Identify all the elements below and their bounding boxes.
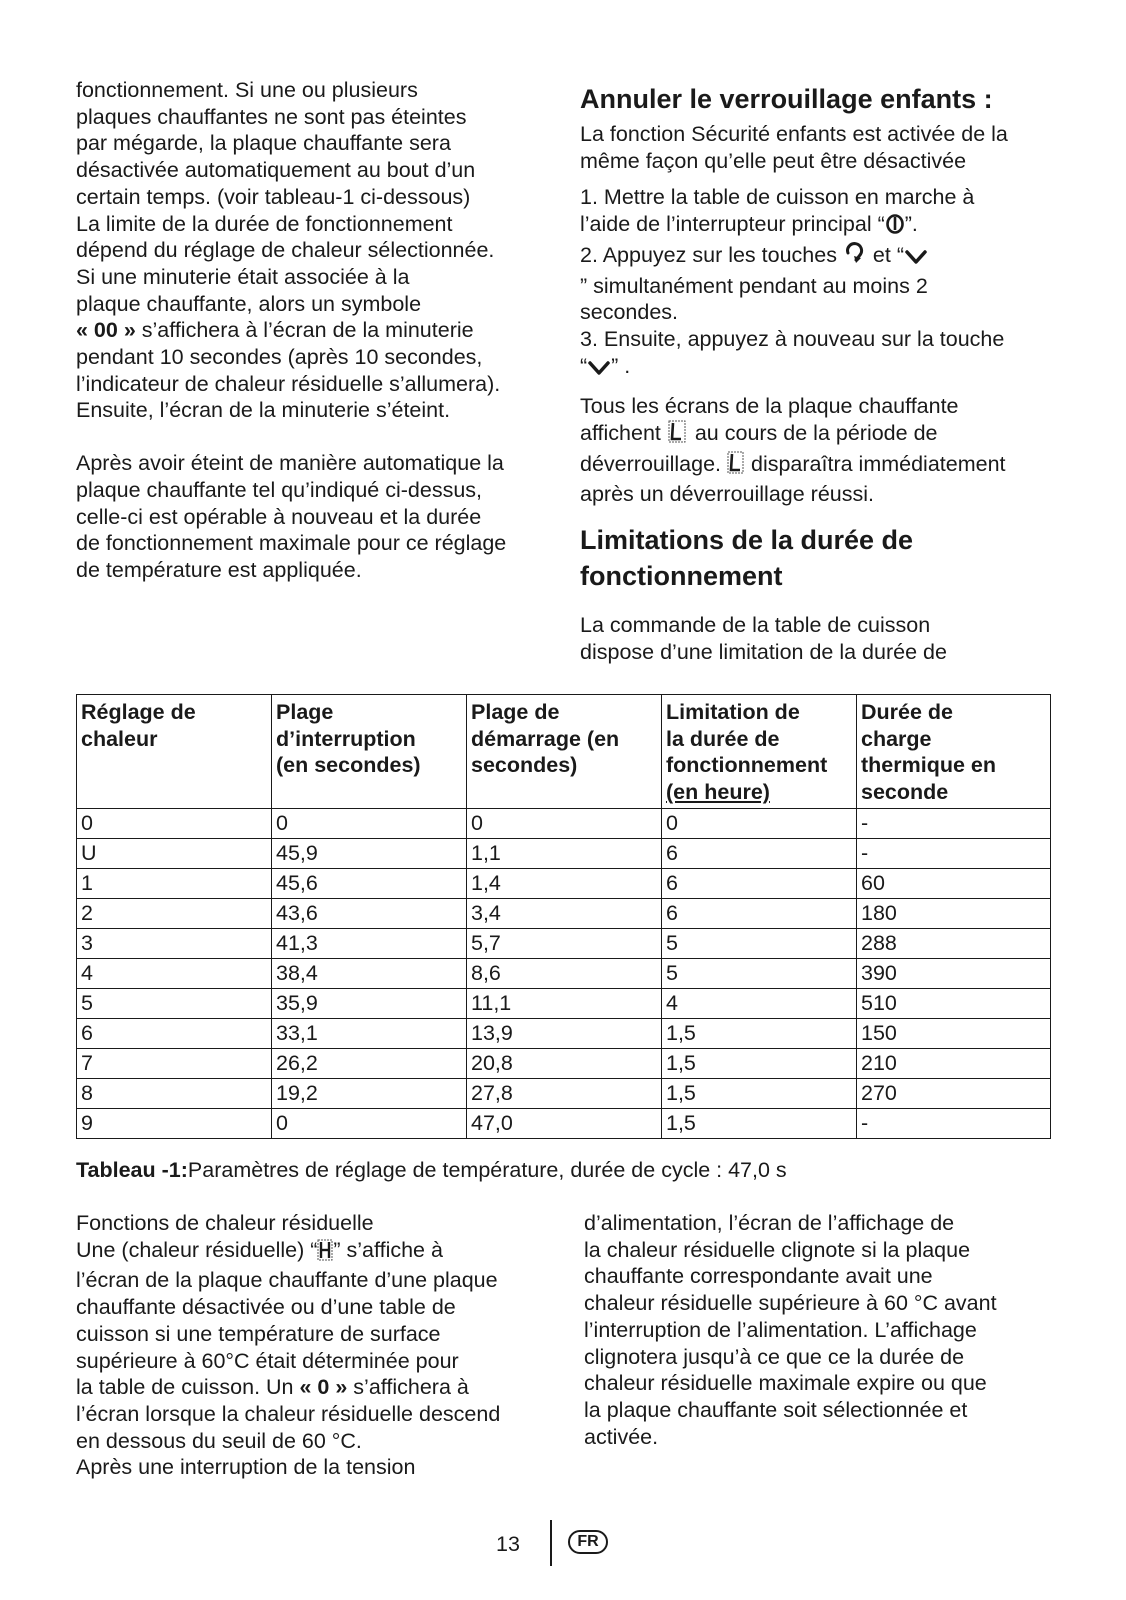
text-line: celle-ci est opérable à nouveau et la durée: [76, 504, 482, 529]
step-2-line: ” simultanément pendant au moins 2: [580, 273, 928, 298]
text-fragment: la table de cuisson. Un: [76, 1375, 300, 1400]
header-line: Plage de: [471, 700, 560, 724]
table-header-row: [77, 695, 1051, 809]
table-cell: 0: [662, 808, 857, 838]
step-2-line: [580, 242, 1050, 273]
table-row: [77, 1078, 1051, 1108]
footer-divider: [550, 1520, 552, 1566]
step-1-line: [580, 211, 1050, 242]
table-cell: 33,1: [272, 1018, 467, 1048]
right-top-column: [580, 77, 1050, 666]
table-cell: 6: [77, 1018, 272, 1048]
header-line: Plage: [276, 700, 334, 724]
text-line: Après une interruption de la tension: [76, 1455, 416, 1480]
table-cell: 0: [77, 808, 272, 838]
table-cell: 26,2: [272, 1048, 467, 1078]
text-line: Tous les écrans de la plaque chauffante: [580, 394, 959, 419]
table-cell: 1,5: [662, 1048, 857, 1078]
table-cell: 3: [77, 928, 272, 958]
text-fragment: l’aide de l’interrupteur principal “: [580, 212, 885, 237]
table-cell: 2: [77, 898, 272, 928]
timer-symbol-00: « 00 »: [76, 318, 136, 343]
table-cell: 1: [77, 868, 272, 898]
paragraph-gap: [580, 383, 1050, 393]
text-fragment: Une (chaleur résiduelle) “: [76, 1237, 318, 1262]
header-line: chaleur: [81, 726, 158, 751]
text-line: Après avoir éteint de manière automatique la: [76, 451, 504, 476]
step-1-line: 1. Mettre la table de cuisson en marche à: [580, 185, 975, 210]
text-line: de fonctionnement maximale pour ce réglage: [76, 531, 507, 556]
text-line: pendant 10 secondes (après 10 secondes,: [76, 345, 483, 370]
text-line: de température est appliquée.: [76, 557, 362, 582]
text-line: [76, 1374, 556, 1401]
table-cell: 150: [857, 1018, 1051, 1048]
text-line: d’alimentation, l’écran de l’affichage de: [584, 1211, 955, 1235]
table-cell: 7: [77, 1048, 272, 1078]
text-line: même façon qu’elle peut être désactivée: [580, 148, 967, 173]
table-cell: 5: [662, 928, 857, 958]
table-cell: 6: [662, 838, 857, 868]
table-cell: 8: [77, 1078, 272, 1108]
header-line: (en heure): [666, 780, 770, 805]
text-fragment: ” .: [611, 353, 631, 378]
table-cell: 180: [857, 898, 1051, 928]
text-line: après un déverrouillage réussi.: [580, 482, 874, 507]
lock-display-icon: [667, 420, 689, 451]
residual-heat-h-icon: [317, 1239, 333, 1268]
text-line: dépend du réglage de chaleur sélectionnée.: [76, 238, 495, 263]
text-line: désactivée automatiquement au bout d’un: [76, 158, 476, 183]
text-line: plaques chauffantes ne sont pas éteintes: [76, 104, 467, 129]
paragraph-gap: [580, 174, 1050, 184]
text-line: Fonctions de chaleur résiduelle: [76, 1211, 374, 1235]
table-cell: 43,6: [272, 898, 467, 928]
text-line: [580, 451, 1050, 482]
text-line: l’interruption de l’alimentation. L’affichage: [584, 1317, 977, 1342]
text-fragment: “: [580, 353, 588, 378]
paragraph-gap: [76, 424, 556, 450]
text-line: fonctionnement. Si une ou plusieurs: [76, 78, 418, 102]
heading-duration-limit: [580, 522, 1050, 594]
table-cell: 20,8: [467, 1048, 662, 1078]
text-fragment: s’affichera à: [347, 1375, 469, 1400]
table-cell: 0: [272, 808, 467, 838]
auto-off-paragraph: [76, 77, 556, 424]
table-cell: 0: [272, 1108, 467, 1138]
table-cell: 45,9: [272, 838, 467, 868]
language-badge: FR: [568, 1530, 608, 1554]
text-line: certain temps. (voir tableau-1 ci-dessous): [76, 184, 471, 209]
text-line: chaleur résiduelle maximale expire ou que: [584, 1371, 987, 1396]
step-3-line: 3. Ensuite, appuyez à nouveau sur la touche: [580, 326, 1005, 351]
header-line: la durée de: [666, 726, 780, 751]
table-cell: 1,5: [662, 1078, 857, 1108]
text-line: Ensuite, l’écran de la minuterie s’éteint.: [76, 398, 451, 423]
text-line: la plaque chauffante soit sélectionnée et: [584, 1397, 968, 1422]
text-line: La limite de la durée de fonctionnement: [76, 211, 453, 236]
table-caption: [76, 1157, 787, 1184]
table-cell: 5: [77, 988, 272, 1018]
text-line: par mégarde, la plaque chauffante sera: [76, 131, 451, 156]
settings-table-wrapper: [76, 694, 1050, 1139]
table-cell: 510: [857, 988, 1051, 1018]
residual-heat-right-column: [584, 1210, 1054, 1450]
table-cell: 3,4: [467, 898, 662, 928]
table-row: [77, 1018, 1051, 1048]
table-cell: 1,5: [662, 1018, 857, 1048]
heading-line: Limitations de la durée de: [580, 525, 914, 556]
text-fragment: disparaîtra immédiatement: [745, 451, 1006, 476]
header-line: thermique en: [861, 753, 996, 778]
table-cell: U: [77, 838, 272, 868]
text-fragment: affichent: [580, 421, 667, 446]
table-cell: 5: [662, 958, 857, 988]
step-2-line: secondes.: [580, 300, 679, 325]
text-line: La commande de la table de cuisson: [580, 613, 931, 638]
table-cell: 9: [77, 1108, 272, 1138]
table-cell: 41,3: [272, 928, 467, 958]
table-cell: 6: [662, 898, 857, 928]
text-line: [76, 1237, 556, 1268]
text-line: La fonction Sécurité enfants est activée de la: [580, 122, 1008, 146]
text-line: l’écran de la plaque chauffante d’une plaque: [76, 1268, 498, 1293]
table-cell: 1,5: [662, 1108, 857, 1138]
text-line: Si une minuterie était associée à la: [76, 264, 410, 289]
text-line: plaque chauffante tel qu’indiqué ci-dessus,: [76, 477, 483, 502]
heading-line: fonctionnement: [580, 561, 783, 592]
text-line: chauffante désactivée ou d’une table de: [76, 1295, 456, 1320]
text-line: [580, 420, 1050, 451]
header-line: Durée de: [861, 700, 954, 724]
table-cell: 4: [77, 958, 272, 988]
page-footer: [0, 1520, 1126, 1570]
table-cell: 5,7: [467, 928, 662, 958]
table-cell: 11,1: [467, 988, 662, 1018]
table-cell: 4: [662, 988, 857, 1018]
table-row: [77, 898, 1051, 928]
caption-text: Paramètres de réglage de température, durée de cycle : 47,0 s: [187, 1158, 787, 1182]
table-cell: 47,0: [467, 1108, 662, 1138]
table-row: [77, 928, 1051, 958]
text-line: cuisson si une température de surface: [76, 1321, 441, 1346]
text-line: chaleur résiduelle supérieure à 60 °C avant: [584, 1291, 997, 1316]
table-cell: 288: [857, 928, 1051, 958]
caption-label: Tableau -1:: [76, 1158, 188, 1182]
table-row: [77, 868, 1051, 898]
text-line: dispose d’une limitation de la durée de: [580, 639, 947, 664]
text-line: supérieure à 60°C était déterminée pour: [76, 1348, 459, 1373]
table-row: [77, 1048, 1051, 1078]
text-fragment: s’affichera à l’écran de la minuterie: [135, 318, 474, 343]
header-duration-limit: [662, 695, 857, 809]
step-3-line: [580, 353, 1050, 384]
text-line: plaque chauffante, alors un symbole: [76, 291, 422, 316]
chevron-down-icon: [904, 246, 928, 273]
text-line: activée.: [584, 1424, 659, 1449]
power-icon: [885, 213, 905, 242]
table-cell: 1,4: [467, 868, 662, 898]
table-cell: 13,9: [467, 1018, 662, 1048]
table-cell: 45,6: [272, 868, 467, 898]
text-line: en dessous du seuil de 60 °C.: [76, 1428, 362, 1453]
header-heat-setting: [77, 695, 272, 809]
zero-symbol: « 0 »: [299, 1375, 348, 1400]
table-cell: 38,4: [272, 958, 467, 988]
header-line: (en secondes): [276, 753, 421, 778]
text-fragment: au cours de la période de: [688, 421, 938, 446]
temperature-settings-table: [76, 694, 1051, 1139]
text-line: l’indicateur de chaleur résiduelle s’allumera).: [76, 371, 501, 396]
residual-heat-left-column: [76, 1210, 556, 1481]
table-cell: 27,8: [467, 1078, 662, 1108]
table-cell: 60: [857, 868, 1051, 898]
page-number: 13: [496, 1532, 520, 1556]
table-cell: 35,9: [272, 988, 467, 1018]
table-row: [77, 958, 1051, 988]
text-line: la chaleur résiduelle clignote si la plaque: [584, 1237, 971, 1262]
table-cell: -: [857, 838, 1051, 868]
lock-key-icon: [843, 242, 867, 273]
table-row: [77, 1108, 1051, 1138]
table-row: [77, 808, 1051, 838]
left-top-column: [76, 77, 556, 584]
header-line: seconde: [861, 780, 949, 805]
lock-display-icon: [727, 451, 745, 482]
text-fragment: 2. Appuyez sur les touches: [580, 242, 843, 267]
table-cell: 8,6: [467, 958, 662, 988]
header-line: Limitation de: [666, 700, 800, 724]
header-line: démarrage (en: [471, 726, 620, 751]
text-line: [76, 317, 556, 344]
table-cell: 6: [662, 868, 857, 898]
text-line: clignotera jusqu’à ce que ce la durée de: [584, 1344, 965, 1369]
table-cell: 270: [857, 1078, 1051, 1108]
header-interruption-range: [272, 695, 467, 809]
header-thermal-load: [857, 695, 1051, 809]
text-fragment: déverrouillage.: [580, 451, 728, 476]
text-line: l’écran lorsque la chaleur résiduelle descend: [76, 1401, 501, 1426]
table-cell: 19,2: [272, 1078, 467, 1108]
table-row: [77, 838, 1051, 868]
table-row: [77, 988, 1051, 1018]
header-start-range: [467, 695, 662, 809]
header-line: d’interruption: [276, 726, 416, 751]
text-fragment: ”.: [904, 212, 918, 237]
table-cell: 210: [857, 1048, 1051, 1078]
table-cell: -: [857, 1108, 1051, 1138]
text-fragment: et “: [866, 242, 904, 267]
header-line: fonctionnement: [666, 753, 828, 778]
chevron-down-icon: [587, 357, 611, 384]
header-line: secondes): [471, 753, 578, 778]
header-line: charge: [861, 726, 932, 751]
table-cell: -: [857, 808, 1051, 838]
table-cell: 0: [467, 808, 662, 838]
header-line: Réglage de: [81, 700, 196, 724]
text-fragment: ” s’affiche à: [333, 1237, 443, 1262]
text-line: chauffante correspondante avait une: [584, 1264, 933, 1289]
heading-unlock-child-lock: Annuler le verrouillage enfants :: [580, 84, 993, 114]
reactivation-paragraph: [76, 450, 556, 584]
table-cell: 1,1: [467, 838, 662, 868]
table-cell: 390: [857, 958, 1051, 988]
